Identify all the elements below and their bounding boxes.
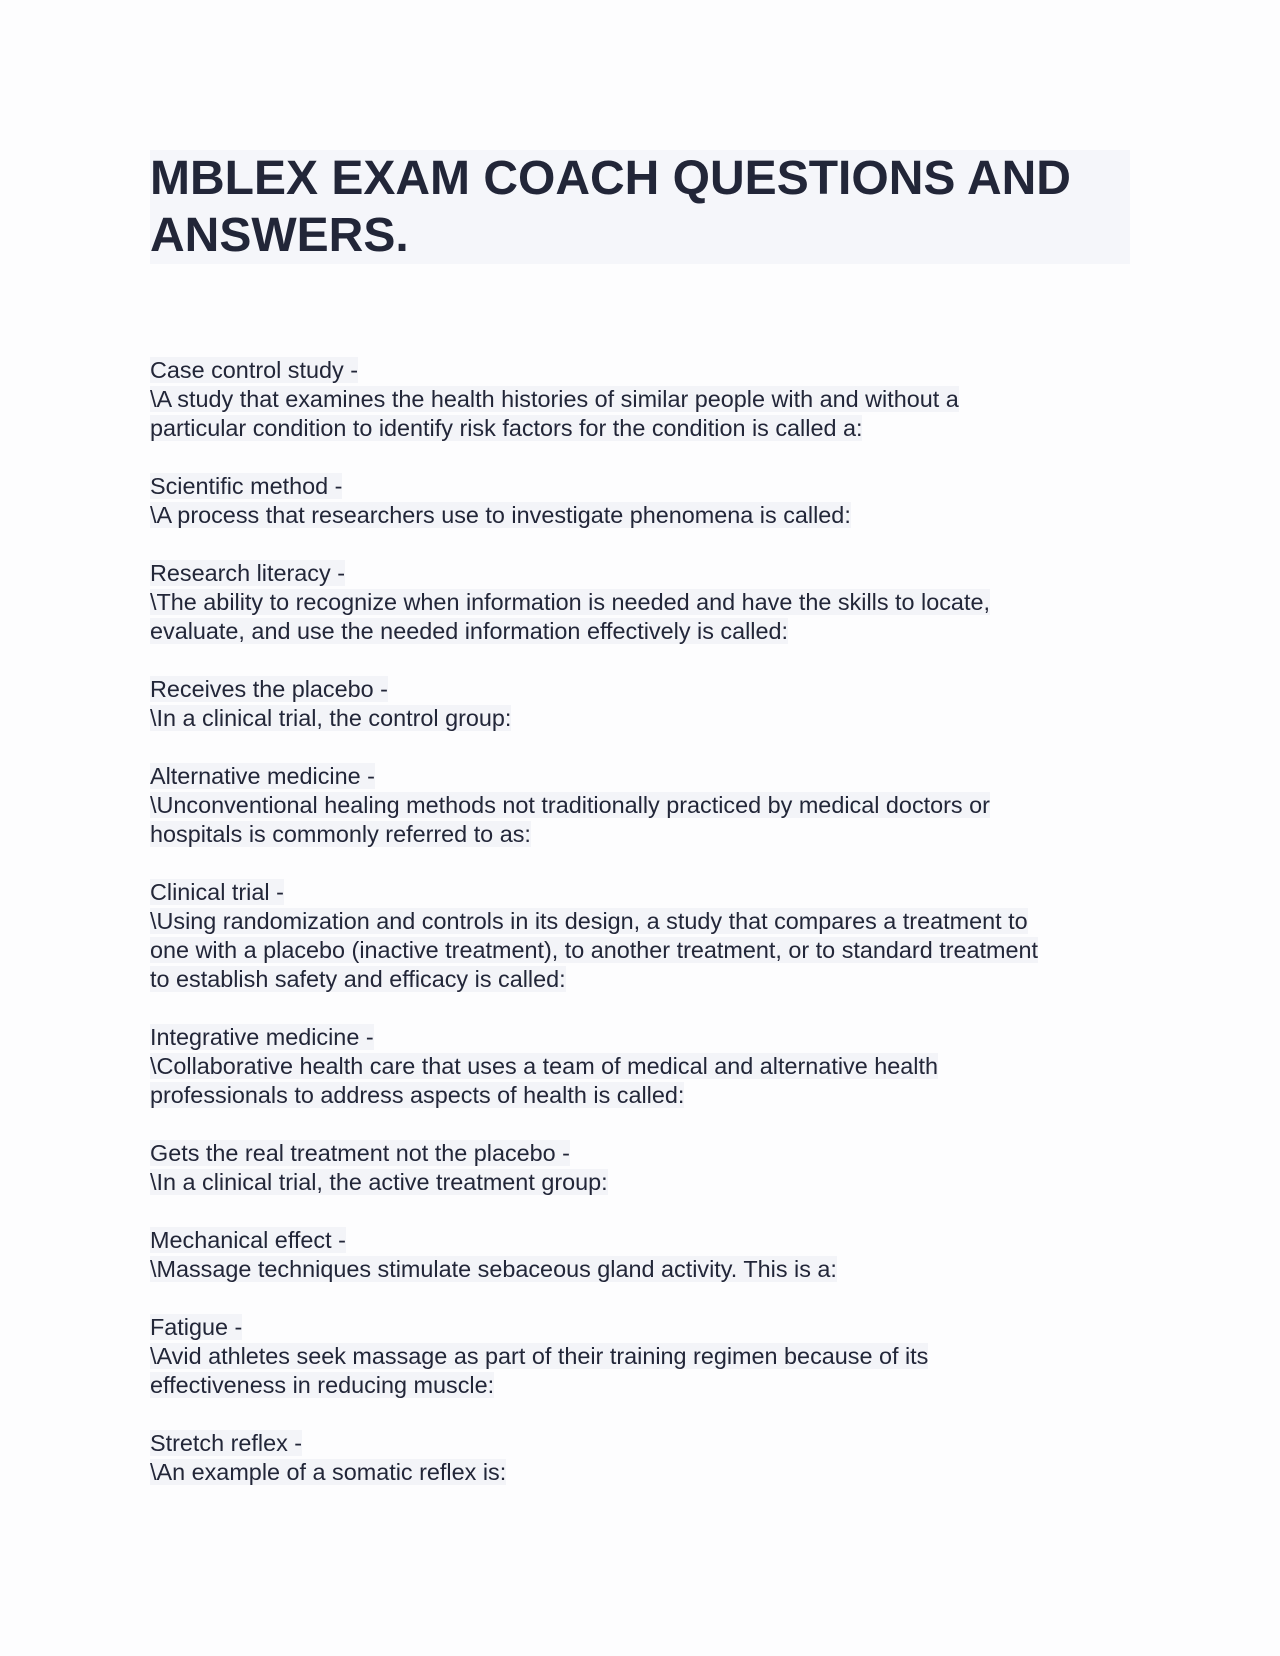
qa-question-line: hospitals is commonly referred to as: [150,821,531,847]
qa-answer: Mechanical effect - [150,1227,346,1253]
qa-question-line: particular condition to identify risk factors for the condition is called a: [150,415,863,441]
qa-item [150,1429,1130,1487]
qa-item [150,356,1130,443]
qa-question-line: to establish safety and efficacy is called: [150,966,566,992]
page-title: MBLEX EXAM COACH QUESTIONS AND ANSWERS. [150,152,1071,262]
qa-question-line: \Massage techniques stimulate sebaceous gland activity. This is a: [150,1256,837,1282]
qa-question-line: \A study that examines the health histories of similar people with and without a [150,386,959,412]
qa-question-line: effectiveness in reducing muscle: [150,1372,495,1398]
qa-item [150,1139,1130,1197]
qa-answer: Research literacy - [150,560,345,586]
qa-question-line: \Avid athletes seek massage as part of their training regimen because of its [150,1343,929,1369]
qa-item [150,1313,1130,1400]
title-block [150,150,1130,264]
qa-question-line: \An example of a somatic reflex is: [150,1459,507,1485]
qa-question-line: \Using randomization and controls in its design, a study that compares a treatment to [150,908,1028,934]
qa-question-line: \In a clinical trial, the active treatment group: [150,1169,608,1195]
qa-item [150,675,1130,733]
qa-answer: Scientific method - [150,473,343,499]
qa-item [150,878,1130,994]
qa-item [150,762,1130,849]
qa-question-line: one with a placebo (inactive treatment), to another treatment, or to standard treatment [150,937,1039,963]
qa-question-line: evaluate, and use the needed information effectively is called: [150,618,789,644]
qa-answer: Receives the placebo - [150,676,388,702]
qa-answer: Case control study - [150,357,359,383]
qa-answer: Gets the real treatment not the placebo - [150,1140,570,1166]
qa-question-line: \In a clinical trial, the control group: [150,705,512,731]
qa-question-line: \Collaborative health care that uses a team of medical and alternative health [150,1053,938,1079]
qa-question-line: professionals to address aspects of health is called: [150,1082,685,1108]
qa-question-line: \Unconventional healing methods not traditionally practiced by medical doctors or [150,792,990,818]
qa-answer: Clinical trial - [150,879,284,905]
qa-question-line: \The ability to recognize when information is needed and have the skills to locate, [150,589,990,615]
qa-item [150,472,1130,530]
qa-answer: Alternative medicine - [150,763,375,789]
qa-answer: Stretch reflex - [150,1430,303,1456]
qa-item [150,1226,1130,1284]
qa-list [150,356,1130,1487]
qa-item [150,1023,1130,1110]
qa-question-line: \A process that researchers use to investigate phenomena is called: [150,502,851,528]
qa-answer: Fatigue - [150,1314,243,1340]
qa-item [150,559,1130,646]
qa-answer: Integrative medicine - [150,1024,374,1050]
document-page [150,150,1130,1516]
